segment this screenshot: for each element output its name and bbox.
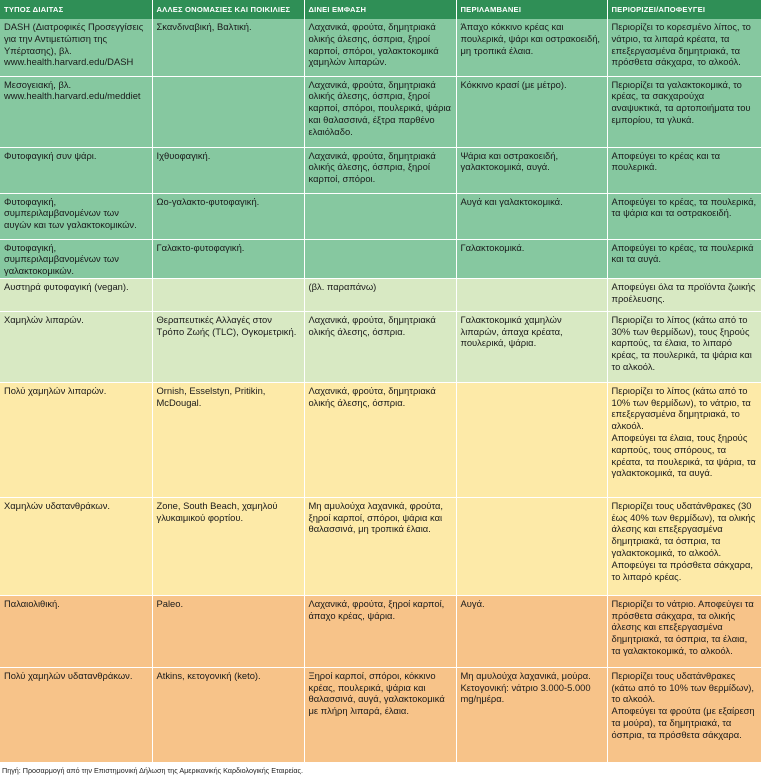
table-row [0, 147, 761, 193]
header-diet-type: ΤΥΠΟΣ ΔΙΑΙΤΑΣ [0, 0, 152, 19]
cell-other-names [152, 76, 304, 147]
cell-includes [456, 497, 607, 595]
cell-limits [607, 239, 761, 278]
limits-text: Αποφεύγει το κρέας, τα πουλερικά και τα αυγά. [611, 241, 754, 265]
header-limits-avoids: ΠΕΡΙΟΡΙΖΕΙ/ΑΠΟΦΕΥΓΕΙ [607, 0, 761, 19]
limits-text: Περιορίζει το κορεσμένο λίπος, το νάτριο, τα λιπαρά κρέατα, τα επεξεργασμένα δημητριακά, τα πρόσθετα σάκχαρα, το αλκοόλ. [611, 21, 751, 68]
cell-limits [607, 595, 761, 667]
limits-text: Αποφεύγει τα πρόσθετα σάκχαρα, το λιπαρό κρέας. [611, 558, 753, 582]
table-row [0, 311, 761, 382]
cell-other-names: Zone, South Beach, χαμηλού γλυκαιμικού φορτίου. [152, 497, 304, 595]
cell-emphasis: Λαχανικά, φρούτα, δημητριακά ολικής άλεσης, όσπρια. [304, 311, 456, 382]
limits-text: Περιορίζει το λίπος (κάτω από το 10% των θερμίδων), το νάτριο, τα επεξεργασμένα δημητριακά, το αλκοόλ. [611, 384, 751, 432]
cell-limits [607, 311, 761, 382]
cell-other-names: Θεραπευτικές Αλλαγές στον Τρόπο Ζωής (TLC), Ογκομετρική. [152, 311, 304, 382]
cell-other-names: Ωο-γαλακτο-φυτοφαγική. [152, 193, 304, 239]
cell-emphasis [304, 193, 456, 239]
cell-emphasis: Λαχανικά, φρούτα, δημητριακά ολικής άλεσης, όσπρια, ξηροί καρποί, σπόροι, γαλακτοκομικά χαμηλών λιπαρών. [304, 19, 456, 76]
limits-text: Περιορίζει τους υδατάνθρακες (κάτω από το 10% των θερμίδων), το αλκοόλ. [611, 669, 754, 705]
cell-other-names: Ornish, Esselstyn, Pritikin, McDougal. [152, 382, 304, 497]
limits-text: Περιορίζει το νάτριο. Αποφεύγει τα πρόσθετα σάκχαρα, τα ολικής άλεσης και επεξεργασμένα δημητριακά, τα όσπρια, τα έλαια, τα γαλακτοκομικά, το αλκοόλ. [611, 597, 754, 657]
cell-includes: Αυγά. [456, 595, 607, 667]
cell-other-names [152, 278, 304, 311]
limits-text: Περιορίζει το λίπος (κάτω από το 30% των θερμίδων), τους ξηρούς καρπούς, τα έλαια, το λιπαρό κρέας, τα πουλερικά, τα ψάρια και το αλκοόλ. [611, 313, 752, 373]
cell-includes: Μη αμυλούχα λαχανικά, μούρα. Κετογονική: νάτριο 3.000-5.000 mg/ημέρα. [456, 667, 607, 762]
cell-emphasis: Λαχανικά, φρούτα, δημητριακά ολικής άλεσης, όσπρια, ξηροί καρποί, σπόροι, πουλερικά, ψάρια και θαλασσινά, έξτρα παρθένο ελαιόλαδο. [304, 76, 456, 147]
table-row [0, 76, 761, 147]
table-row [0, 239, 761, 278]
cell-diet-type: Φυτοφαγική, συμπεριλαμβανομένων των αυγών και των γαλακτοκομικών. [0, 193, 152, 239]
cell-limits [607, 193, 761, 239]
cell-emphasis: Ξηροί καρποί, σπόροι, κόκκινο κρέας, πουλερικά, ψάρια και θαλασσινά, αυγά, γαλακτοκομικά με πλήρη λιπαρά, έλαια. [304, 667, 456, 762]
header-emphasis: ΔΙΝΕΙ ΕΜΦΑΣΗ [304, 0, 456, 19]
cell-limits [607, 19, 761, 76]
cell-diet-type: Μεσογειακή, βλ. www.health.harvard.edu/meddiet [0, 76, 152, 147]
table-header-row [0, 0, 761, 19]
table-row [0, 382, 761, 497]
cell-emphasis: Λαχανικά, φρούτα, δημητριακά ολικής άλεσης, όσπρια, ξηροί καρποί, σπόροι. [304, 147, 456, 193]
cell-limits [607, 76, 761, 147]
cell-diet-type: DASH (Διατροφικές Προσεγγίσεις για την Αντιμετώπιση της Υπέρτασης), βλ. www.health.harvard.edu/DASH [0, 19, 152, 76]
cell-emphasis: Μη αμυλούχα λαχανικά, φρούτα, ξηροί καρποί, σπόροι, ψάρια και θαλασσινά, μη τροπικά έλαια. [304, 497, 456, 595]
table-row [0, 497, 761, 595]
cell-limits [607, 497, 761, 595]
cell-other-names: Σκανδιναβική, Βαλτική. [152, 19, 304, 76]
cell-diet-type: Παλαιολιθική. [0, 595, 152, 667]
cell-diet-type: Αυστηρά φυτοφαγική (vegan). [0, 278, 152, 311]
cell-diet-type: Φυτοφαγική συν ψάρι. [0, 147, 152, 193]
limits-text: Περιορίζει τους υδατάνθρακες (30 έως 40% των θερμίδων), τα ολικής άλεσης και επεξεργασμένα δημητριακά, τα όσπρια, τα γαλακτοκομικά, το αλκοόλ. [611, 499, 756, 559]
limits-text: Αποφεύγει το κρέας, τα πουλερικά, τα ψάρια και τα οστρακοειδή. [611, 195, 757, 219]
cell-diet-type: Χαμηλών λιπαρών. [0, 311, 152, 382]
cell-limits [607, 667, 761, 762]
cell-includes: Άπαχο κόκκινο κρέας και πουλερικά, ψάρι και οστρακοειδή, μη τροπικά έλαια. [456, 19, 607, 76]
cell-emphasis: Λαχανικά, φρούτα, ξηροί καρποί, άπαχο κρέας, ψάρια. [304, 595, 456, 667]
cell-includes: Γαλακτοκομικά χαμηλών λιπαρών, άπαχα κρέατα, πουλερικά, ψάρια. [456, 311, 607, 382]
cell-includes: Γαλακτοκομικά. [456, 239, 607, 278]
cell-limits [607, 278, 761, 311]
table-row [0, 19, 761, 76]
table-row [0, 595, 761, 667]
cell-other-names: Paleo. [152, 595, 304, 667]
cell-emphasis: (βλ. παραπάνω) [304, 278, 456, 311]
table-row [0, 278, 761, 311]
table-row [0, 667, 761, 762]
cell-includes: Κόκκινο κρασί (με μέτρο). [456, 76, 607, 147]
header-includes: ΠΕΡΙΛΑΜΒΑΝΕΙ [456, 0, 607, 19]
cell-diet-type: Πολύ χαμηλών λιπαρών. [0, 382, 152, 497]
limits-text: Αποφεύγει τα φρούτα (με εξαίρεση τα μούρα), τα δημητριακά, τα όσπρια, τα πρόσθετα σάκχαρα. [611, 705, 755, 740]
cell-emphasis: Λαχανικά, φρούτα, δημητριακά ολικής άλεσης, όσπρια. [304, 382, 456, 497]
cell-includes [456, 382, 607, 497]
source-note: Πηγή: Προσαρμογή από την Επιστημονική Δήλωση της Αμερικανικής Καρδιολογικής Εταιρείας. [2, 766, 304, 775]
cell-diet-type: Χαμηλών υδατανθράκων. [0, 497, 152, 595]
cell-emphasis [304, 239, 456, 278]
cell-includes [456, 278, 607, 311]
cell-other-names: Γαλακτο-φυτοφαγική. [152, 239, 304, 278]
header-other-names: ΑΛΛΕΣ ΟΝΟΜΑΣΙΕΣ ΚΑΙ ΠΟΙΚΙΛΙΕΣ [152, 0, 304, 19]
limits-text: Αποφεύγει το κρέας και τα πουλερικά. [611, 149, 721, 173]
cell-limits [607, 147, 761, 193]
limits-text: Αποφεύγει όλα τα προϊόντα ζωικής προέλευσης. [611, 280, 756, 304]
table-row [0, 193, 761, 239]
cell-limits [607, 382, 761, 497]
cell-includes: Αυγά και γαλακτοκομικά. [456, 193, 607, 239]
cell-other-names: Ιχθυοφαγική. [152, 147, 304, 193]
limits-text: Περιορίζει τα γαλακτοκομικά, το κρέας, τα σακχαρούχα αναψυκτικά, τα αρτοποιήματα του εμπορίου, τα γλυκά. [611, 78, 751, 125]
limits-text: Αποφεύγει τα έλαια, τους ξηρούς καρπούς, τους σπόρους, τα κρέατα, τα πουλερικά, τα ψάρια, τα γαλακτοκομικά, τα αυγά. [611, 432, 756, 479]
cell-diet-type: Πολύ χαμηλών υδατανθράκων. [0, 667, 152, 762]
cell-other-names: Atkins, κετογονική (keto). [152, 667, 304, 762]
cell-includes: Ψάρια και οστρακοειδή, γαλακτοκομικά, αυγά. [456, 147, 607, 193]
cell-diet-type: Φυτοφαγική, συμπεριλαμβανομένων των γαλακτοκομικών. [0, 239, 152, 278]
